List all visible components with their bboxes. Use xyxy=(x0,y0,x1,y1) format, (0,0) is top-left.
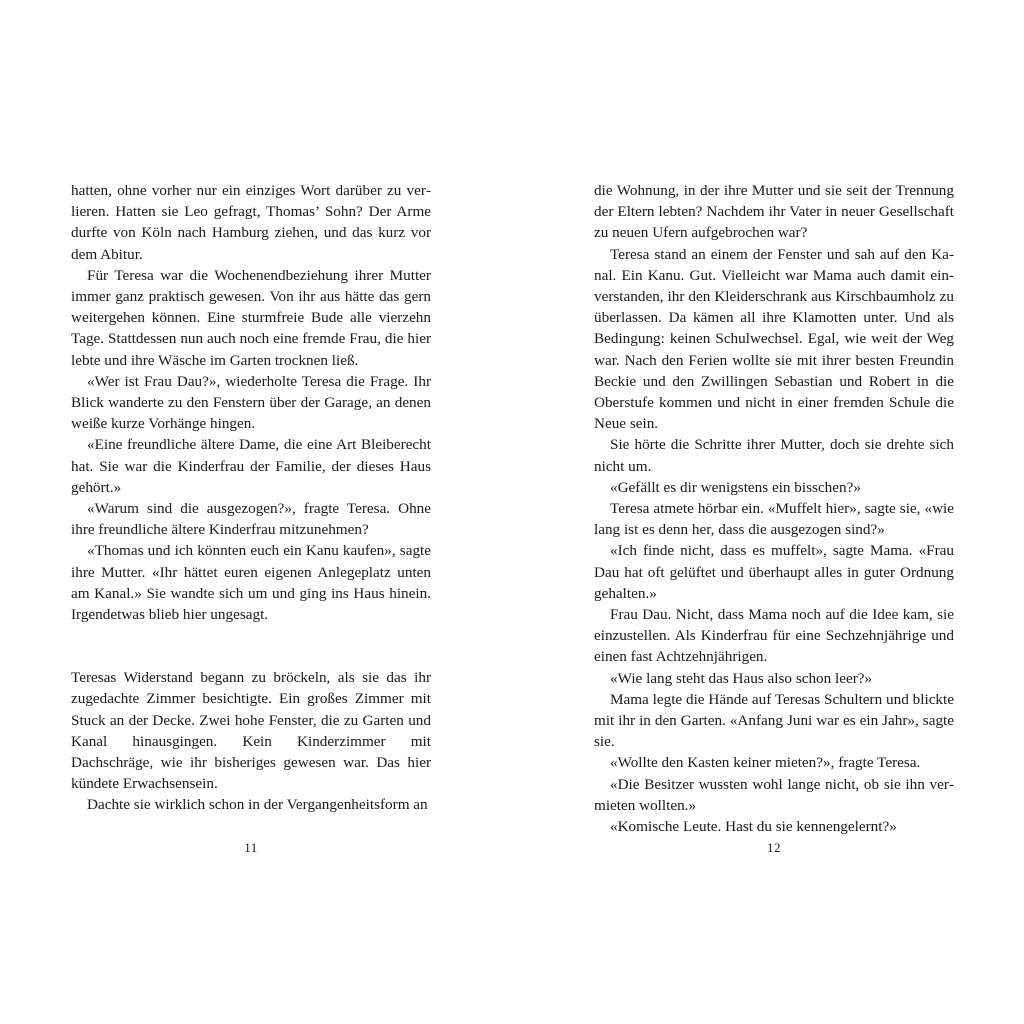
paragraph: Teresa atmete hörbar ein. «Muffelt hier», sagte sie, «wie lang ist es denn her, dass die ausgezogen sind?» xyxy=(594,500,954,539)
paragraph: «Wie lang steht das Haus also schon leer?» xyxy=(610,669,873,687)
paragraph: «Komische Leute. Hast du sie kennengelernt?» xyxy=(610,818,897,836)
paragraph: Teresa stand an einem der Fenster und sah auf den Kanal. Ein Kanu. Gut. Vielleicht war Mama auch damit einverstanden, ihr den Kleiderschrank aus Kirschbaumholz zu überlassen. Da kämen all ihre Klamotten unter. Und als Bedingung: keinen Schulwechsel. Egal, wie weit der Weg war. Nach den Ferien wollte sie mit ihrer besten Freundin Beckie und den Zwillingen Sebastian und Robert in die Oberstufe kommen und nicht in einer fremden Schule die Neue sein. xyxy=(594,245,954,433)
paragraph: «Warum sind die ausgezogen?», fragte Teresa. Ohne ihre freundliche ältere Kinderfrau mitzunehmen? xyxy=(71,500,431,539)
section-break xyxy=(71,625,431,667)
paragraph: Frau Dau. Nicht, dass Mama noch auf die Idee kam, sie einzustellen. Als Kinderfrau für eine Sechzehnjährige und einen fast Achtzehnjährigen. xyxy=(594,606,954,666)
paragraph: Für Teresa war die Wochenendbeziehung ihrer Mutter immer ganz praktisch gewesen. Von ihr aus hätte das gern weitergehen können. Eine sturmfreie Bude alle vierzehn Tage. Stattdessen nun auch noch eine fremde Frau, die hier lebte und ihre Wäsche im Garten trocknen ließ. xyxy=(71,266,431,369)
paragraph: Sie hörte die Schritte ihrer Mutter, doch sie drehte sich nicht um. xyxy=(594,436,954,475)
paragraph: Dachte sie wirklich schon in der Vergangenheitsform an xyxy=(87,796,428,814)
right-page-text xyxy=(594,180,954,837)
paragraph: hatten, ohne vorher nur ein einziges Wort darüber zu verlieren. Hatten sie Leo gefragt, Thomas’ Sohn? Der Arme durfte von Köln nach Hamburg ziehen, und das kurz vor dem Abitur. xyxy=(71,182,431,263)
paragraph: «Die Besitzer wussten wohl lange nicht, ob sie ihn vermieten wollten.» xyxy=(594,775,954,814)
left-page-text xyxy=(71,180,431,816)
paragraph: Teresas Widerstand begann zu bröckeln, als sie das ihr zugedachte Zimmer besichtigte. Ein großes Zimmer mit Stuck an der Decke. Zwei hohe Fenster, die zu Garten und Kanal hinausgingen. Kein Kinderzimmer mit Dachschräge, wie ihr bisheriges gewesen war. Das hier kündete Erwachsensein. xyxy=(71,669,431,793)
paragraph: «Ich finde nicht, dass es muffelt», sagte Mama. «Frau Dau hat oft gelüftet und überhaupt alles in guter Ordnung gehalten.» xyxy=(594,542,954,602)
paragraph: «Wollte den Kasten keiner mieten?», fragte Teresa. xyxy=(610,754,921,772)
paragraph: «Wer ist Frau Dau?», wiederholte Teresa die Frage. Ihr Blick wanderte zu den Fenstern über der Garage, an denen weiße kurze Vorhänge hingen. xyxy=(71,372,431,433)
paragraph: Mama legte die Hände auf Teresas Schultern und blickte mit ihr in den Garten. «Anfang Juni war es ein Jahr», sagte sie. xyxy=(594,690,954,751)
page-number-left: 11 xyxy=(244,840,258,855)
paragraph: «Gefällt es dir wenigstens ein bisschen?» xyxy=(610,478,861,496)
paragraph: «Thomas und ich könnten euch ein Kanu kaufen», sagte ihre Mutter. «Ihr hättet euren eigenen Anlegeplatz unten am Kanal.» Sie wandte sich um und ging ins Haus hinein. Irgendetwas blieb hier ungesagt. xyxy=(71,542,431,624)
paragraph: die Wohnung, in der ihre Mutter und sie seit der Trennung der Eltern lebten? Nachdem ihr Vater in neuer Gesellschaft zu neuen Ufern aufgebrochen war? xyxy=(594,182,954,242)
paragraph: «Eine freundliche ältere Dame, die eine Art Bleiberecht hat. Sie war die Kinderfrau der Familie, der dieses Haus gehört.» xyxy=(71,436,431,496)
page-number-right: 12 xyxy=(767,840,781,855)
